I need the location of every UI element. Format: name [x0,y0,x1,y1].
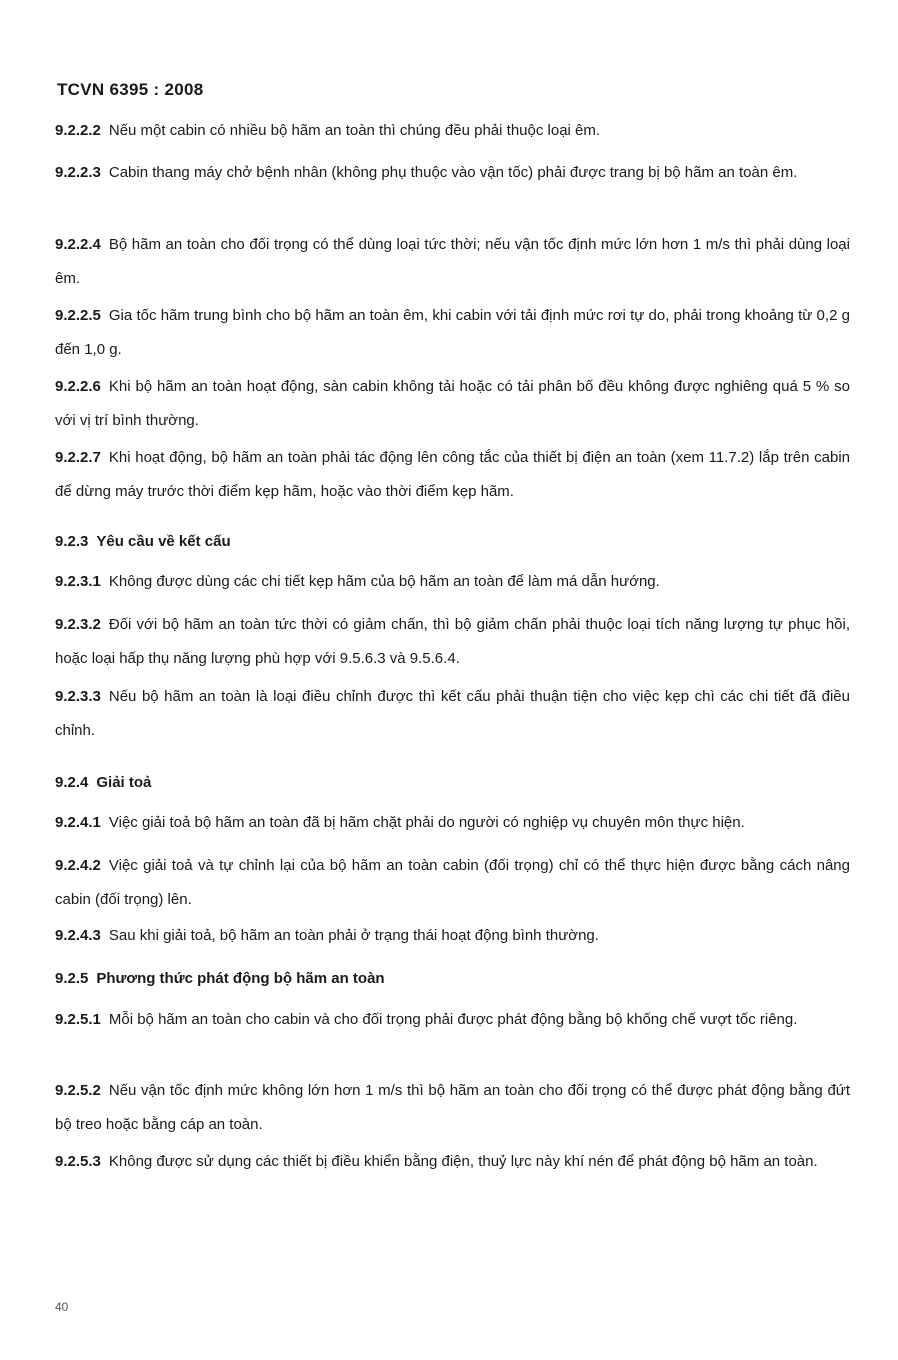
clause-number: 9.2.3.2 [55,616,101,633]
clause-text: Nếu bộ hãm an toàn là loại điều chỉnh được thì kết cấu phải thuận tiện cho việc kẹp chì các chi tiết đã điều chỉnh. [55,688,850,739]
clause-number: 9.2.4.2 [55,857,101,874]
clause-9-2-3-1 [55,565,850,599]
clause-number: 9.2.2.3 [55,164,101,181]
clause-text: Đối với bộ hãm an toàn tức thời có giảm chấn, thì bộ giảm chấn phải thuộc loại tích năng lượng tự phục hồi, hoặc loại hấp thụ năng lượng phù hợp với 9.5.6.3 và 9.5.6.4. [55,616,850,667]
clause-number: 9.2.5.1 [55,1011,101,1028]
clause-9-2-3-3 [55,680,850,748]
clause-9-2-4-3 [55,919,850,953]
clause-text: Không được dùng các chi tiết kẹp hãm của bộ hãm an toàn để làm má dẫn hướng. [108,573,660,590]
clause-9-2-2-6 [55,370,850,438]
clause-9-2-5-2 [55,1074,850,1142]
clause-text: Nếu một cabin có nhiều bộ hãm an toàn thì chúng đều phải thuộc loại êm. [108,122,601,139]
clause-9-2-4-2 [55,849,850,917]
clause-9-2-5-3 [55,1145,850,1179]
clause-number: 9.2.2.5 [55,307,101,324]
clause-text: Mỗi bộ hãm an toàn cho cabin và cho đối trọng phải được phát động bằng bộ khống chế vượt tốc riêng. [108,1011,798,1028]
clause-9-2-2-3 [55,156,850,190]
clause-text: Cabin thang máy chở bệnh nhân (không phụ thuộc vào vận tốc) phải được trang bị bộ hãm an toàn êm. [108,164,798,181]
document-header: TCVN 6395 : 2008 [57,80,204,99]
clause-9-2-4-1 [55,806,850,840]
clause-text: Khi bộ hãm an toàn hoạt động, sàn cabin không tải hoặc có tải phân bố đều không được nghiêng quá 5 % so với vị trí bình thường. [55,378,850,429]
clause-text: Việc giải toả và tự chỉnh lại của bộ hãm an toàn cabin (đối trọng) chỉ có thể thực hiện được bằng cách nâng cabin (đối trọng) lên. [55,857,850,908]
clause-text: Khi hoạt động, bộ hãm an toàn phải tác động lên công tắc của thiết bị điện an toàn (xem 11.7.2) lắp trên cabin để dừng máy trước thời điểm kẹp hãm, hoặc vào thời điểm kẹp hãm. [55,449,850,500]
page-number: 40 [55,1300,69,1314]
clause-text: Việc giải toả bộ hãm an toàn đã bị hãm chặt phải do người có nghiệp vụ chuyên môn thực hiện. [108,814,745,831]
clause-text: Sau khi giải toả, bộ hãm an toàn phải ở trạng thái hoạt động bình thường. [108,927,599,944]
clause-number: 9.2.3.3 [55,688,101,705]
clause-9-2-2-7 [55,441,850,509]
clause-text: Nếu vận tốc định mức không lớn hơn 1 m/s thì bộ hãm an toàn cho đối trọng có thể được phát động bằng đứt bộ treo hoặc bằng cáp an toàn. [55,1082,850,1133]
clause-9-2-2-4 [55,228,850,296]
clause-number: 9.2.3.1 [55,573,101,590]
section-number: 9.2.3 [55,533,89,550]
clause-9-2-2-2 [55,114,850,148]
clause-text: Gia tốc hãm trung bình cho bộ hãm an toàn êm, khi cabin với tải định mức rơi tự do, phải trong khoảng từ 0,2 g đến 1,0 g. [55,307,850,358]
clause-9-2-2-5 [55,299,850,367]
section-title: Phương thức phát động bộ hãm an toàn [96,970,385,987]
clause-9-2-3-2 [55,608,850,676]
section-heading-9-2-3 [55,533,231,550]
clause-number: 9.2.4.3 [55,927,101,944]
clause-text: Không được sử dụng các thiết bị điều khiển bằng điện, thuỷ lực này khí nén để phát động bộ hãm an toàn. [108,1153,818,1170]
section-heading-9-2-4 [55,774,151,791]
clause-number: 9.2.2.7 [55,449,101,466]
section-title: Yêu cầu về kết cấu [96,533,231,550]
clause-text: Bộ hãm an toàn cho đối trọng có thể dùng loại tức thời; nếu vận tốc định mức lớn hơn 1 m/s thì phải dùng loại êm. [55,236,850,287]
clause-number: 9.2.5.3 [55,1153,101,1170]
clause-number: 9.2.2.2 [55,122,101,139]
clause-number: 9.2.4.1 [55,814,101,831]
clause-number: 9.2.2.4 [55,236,101,253]
section-heading-9-2-5 [55,970,385,987]
section-number: 9.2.4 [55,774,89,791]
section-title: Giải toả [96,774,152,791]
clause-number: 9.2.5.2 [55,1082,101,1099]
clause-9-2-5-1 [55,1003,850,1037]
clause-number: 9.2.2.6 [55,378,101,395]
section-number: 9.2.5 [55,970,89,987]
